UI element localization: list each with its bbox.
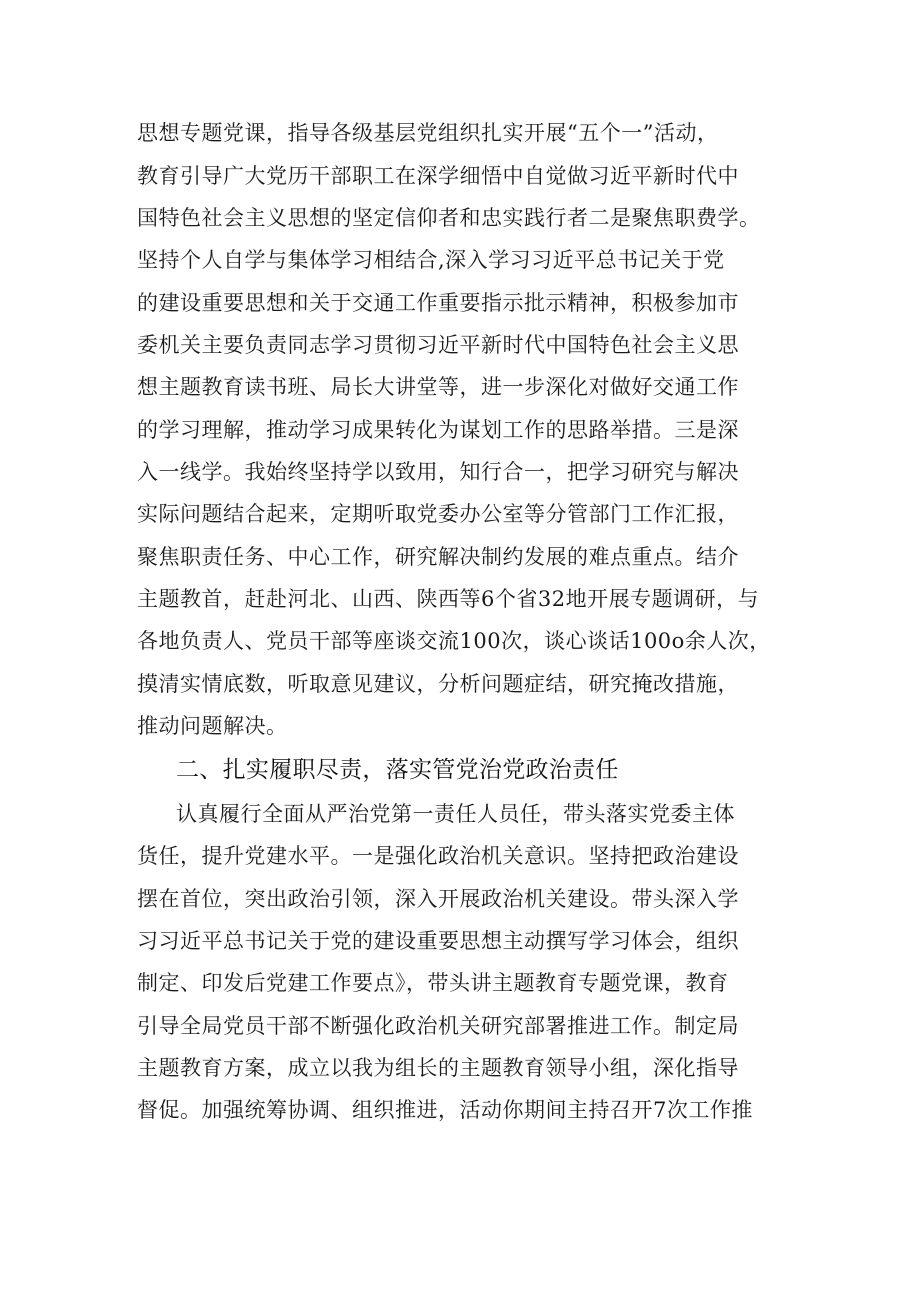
body-text-line: 摸清实情底数，听取意见建议，分析问题症结，研究掩改措施， [137, 672, 739, 696]
section-heading: 二、扎实履职尽责，落实管党治党政治责任 [176, 757, 619, 783]
body-text-line: 国特色社会主义思想的坚定信仰者和忠实践行者二是聚焦职费学。 [137, 206, 761, 230]
body-text-line: 思想专题党课，指导各级基层党组织扎实开展“五个一”活动， [137, 121, 719, 145]
body-text-line: 习习近平总书记关于党的建设重要思想主动撰写学习体会，组织 [137, 929, 739, 953]
body-text-line: 摆在首位，突出政治引领，深入开展政治机关建设。带头深入学 [137, 887, 739, 911]
body-text-line: 的建设重要思想和关于交通工作重要指示批示精神，积极参加市 [137, 291, 739, 315]
body-text-line: 的学习理解，推动学习成果转化为谋划工作的思路举措。三是深 [137, 418, 739, 442]
body-text-line: 认真履行全面从严治党第一责任人员任，带头落实党委主体 [176, 802, 735, 826]
body-text-line: 督促。加强统筹协调、组织推进，活动你期间主持召开7次工作推 [137, 1098, 753, 1122]
body-text-line: 实际问题结合起来，定期听取党委办公室等分管部门工作汇报， [137, 502, 739, 526]
body-text-line: 主题教首，赶赴河北、山西、陕西等6个省32地开展专题调研，与 [137, 587, 760, 611]
body-text-line: 主题教育方案，成立以我为组长的主题教育领导小组，深化指导 [137, 1056, 739, 1080]
body-text-line: 想主题教育读书班、局长大讲堂等，进一步深化对做好交通工作 [137, 375, 739, 399]
body-text-line: 入一线学。我始终坚持学以致用，知行合一，把学习研究与解决 [137, 460, 739, 484]
body-text-line: 货任，提升党建水平。一是强化政治机关意识。坚持把政治建设 [137, 844, 739, 868]
body-text-line: 推动问题解决。 [137, 714, 288, 738]
body-text-line: 各地负责人、党员干部等座谈交流100次，谈心谈话100o余人次， [137, 629, 771, 653]
body-text-line: 教育引导广大党历干部职工在深学细悟中自觉做习近平新时代中 [137, 164, 739, 188]
body-text-line: 坚持个人自学与集体学习相结合,深入学习习近平总书记关于党 [137, 248, 725, 272]
body-text-line: 制定、印发后党建工作要点》，带头讲主题教育专题党课，教育 [137, 971, 729, 995]
body-text-line: 引导全局党员干部不断强化政治机关研究部署推进工作。制定局 [137, 1014, 739, 1038]
body-text-line: 聚焦职责任务、中心工作，研究解决制约发展的难点重点。结介 [137, 545, 739, 569]
body-text-line: 委机关主要负责同志学习贯彻习近平新时代中国特色社会主义思 [137, 333, 739, 357]
